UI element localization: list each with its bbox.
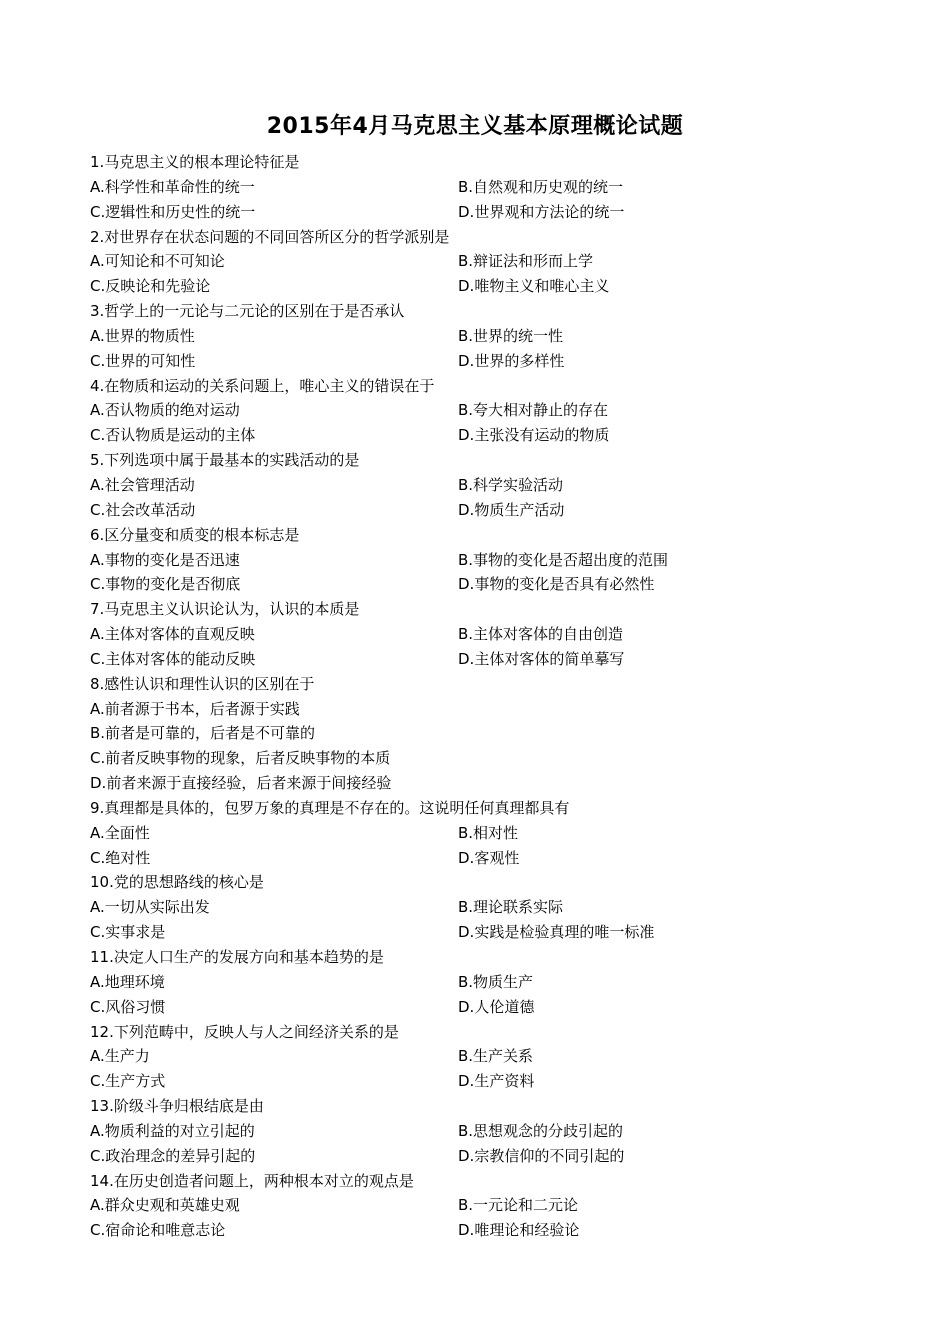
option-c: C.事物的变化是否彻底 [90, 575, 241, 594]
question-8 [90, 672, 890, 796]
question-3 [90, 299, 890, 374]
option-row [90, 200, 890, 225]
option-b: B.生产关系 [458, 1047, 534, 1066]
option-c: C.否认物质是运动的主体 [90, 426, 256, 445]
question-stem: 6.区分量变和质变的根本标志是 [90, 525, 300, 544]
question-stem: 4.在物质和运动的关系问题上，唯心主义的错误在于 [90, 376, 435, 395]
option-row [90, 1218, 890, 1243]
question-12 [90, 1020, 890, 1095]
option-b: B.主体对客体的自由创造 [458, 625, 624, 644]
option-b: B.物质生产 [458, 972, 534, 991]
option-b: B.自然观和历史观的统一 [458, 177, 624, 196]
option-c: C.逻辑性和历史性的统一 [90, 202, 256, 221]
option-a: A.可知论和不可知论 [90, 252, 225, 271]
question-stem: 7.马克思主义认识论认为，认识的本质是 [90, 600, 360, 619]
question-5 [90, 448, 890, 523]
option-a: A.主体对客体的直观反映 [90, 625, 255, 644]
option-row [90, 249, 890, 274]
option-d: D.宗教信仰的不同引起的 [458, 1146, 625, 1165]
option-row [90, 970, 890, 995]
option-a: A.全面性 [90, 823, 150, 842]
question-stem: 14.在历史创造者问题上，两种根本对立的观点是 [90, 1171, 414, 1190]
option-row [90, 175, 890, 200]
question-stem: 9.真理都是具体的，包罗万象的真理是不存在的。这说明任何真理都具有 [90, 798, 570, 817]
option-row [90, 647, 890, 672]
question-6 [90, 523, 890, 598]
option-row [90, 498, 890, 523]
option-a: A.科学性和革命性的统一 [90, 177, 255, 196]
option-a: A.一切从实际出发 [90, 898, 210, 917]
option-row [90, 349, 890, 374]
option-c: C.生产方式 [90, 1072, 166, 1091]
option-row [90, 1144, 890, 1169]
option-row [90, 1193, 890, 1218]
option-row [90, 473, 890, 498]
question-13 [90, 1094, 890, 1169]
option-a: A.否认物质的绝对运动 [90, 401, 240, 420]
option-c: C.前者反映事物的现象，后者反映事物的本质 [90, 749, 391, 768]
question-stem: 13.阶级斗争归根结底是由 [90, 1097, 264, 1116]
option-a: A.群众史观和英雄史观 [90, 1196, 240, 1215]
option-b: B.世界的统一性 [458, 326, 564, 345]
option-c: C.宿命论和唯意志论 [90, 1221, 226, 1240]
question-1 [90, 150, 890, 225]
question-4 [90, 374, 890, 449]
option-row [90, 1069, 890, 1094]
option-row [90, 1044, 890, 1069]
option-row [90, 920, 890, 945]
option-row [90, 548, 890, 573]
option-c: C.风俗习惯 [90, 997, 166, 1016]
option-c: C.社会改革活动 [90, 500, 196, 519]
option-c: C.实事求是 [90, 923, 166, 942]
option-b: B.科学实验活动 [458, 475, 564, 494]
option-d: D.事物的变化是否具有必然性 [458, 575, 655, 594]
option-a: A.世界的物质性 [90, 326, 195, 345]
option-row [90, 572, 890, 597]
option-d: D.实践是检验真理的唯一标准 [458, 923, 655, 942]
question-2 [90, 225, 890, 300]
option-b: B.思想观念的分歧引起的 [458, 1121, 624, 1140]
option-d: D.唯物主义和唯心主义 [458, 277, 610, 296]
option-b: B.辩证法和形而上学 [458, 252, 594, 271]
option-d: D.唯理论和经验论 [458, 1221, 580, 1240]
question-stem: 11.决定人口生产的发展方向和基本趋势的是 [90, 948, 384, 966]
option-b: B.夸大相对静止的存在 [458, 401, 609, 420]
option-row [90, 995, 890, 1020]
page-title: 2015年4月马克思主义基本原理概论试题 [266, 114, 684, 139]
option-c: C.绝对性 [90, 848, 151, 867]
option-a: A.前者源于书本，后者源于实践 [90, 699, 300, 718]
question-9 [90, 796, 890, 871]
option-row [90, 821, 890, 846]
option-row [90, 398, 890, 423]
option-d: D.物质生产活动 [458, 500, 565, 519]
option-a: A.生产力 [90, 1047, 150, 1066]
option-c: C.世界的可知性 [90, 351, 196, 370]
option-row [90, 274, 890, 299]
option-c: C.反映论和先验论 [90, 277, 211, 296]
option-row [90, 324, 890, 349]
question-stem: 8.感性认识和理性认识的区别在于 [90, 674, 315, 693]
question-list [90, 150, 890, 1243]
option-b: B.事物的变化是否超出度的范围 [458, 550, 669, 569]
question-stem: 3.哲学上的一元论与二元论的区别在于是否承认 [90, 302, 405, 321]
question-10 [90, 870, 890, 945]
option-d: D.生产资料 [458, 1072, 535, 1091]
question-stem: 1.马克思主义的根本理论特征是 [90, 153, 300, 171]
option-a: A.物质利益的对立引起的 [90, 1121, 255, 1140]
question-stem: 2.对世界存在状态问题的不同回答所区分的哲学派别是 [90, 227, 450, 246]
option-c: C.政治理念的差异引起的 [90, 1146, 256, 1165]
option-d: D.世界观和方法论的统一 [458, 202, 625, 221]
option-d: D.主体对客体的简单摹写 [458, 649, 625, 668]
option-row [90, 622, 890, 647]
option-b: B.一元论和二元论 [458, 1196, 579, 1215]
option-d: D.人伦道德 [458, 997, 535, 1016]
option-d: D.前者来源于直接经验，后者来源于间接经验 [90, 774, 392, 793]
option-d: D.客观性 [458, 848, 520, 867]
question-14 [90, 1169, 890, 1244]
option-row [90, 846, 890, 871]
option-b: B.理论联系实际 [458, 898, 564, 917]
option-b: B.相对性 [458, 823, 519, 842]
option-row [90, 895, 890, 920]
option-c: C.主体对客体的能动反映 [90, 649, 256, 668]
question-stem: 5.下列选项中属于最基本的实践活动的是 [90, 451, 360, 470]
option-a: A.事物的变化是否迅速 [90, 550, 240, 569]
option-a: A.社会管理活动 [90, 475, 195, 494]
option-row [90, 423, 890, 448]
question-11 [90, 945, 890, 1020]
question-stem: 10.党的思想路线的核心是 [90, 873, 264, 892]
question-stem: 12.下列范畴中，反映人与人之间经济关系的是 [90, 1022, 399, 1041]
option-d: D.主张没有运动的物质 [458, 426, 610, 445]
option-d: D.世界的多样性 [458, 351, 565, 370]
option-row [90, 1119, 890, 1144]
option-a: A.地理环境 [90, 972, 165, 991]
question-7 [90, 597, 890, 672]
option-b: B.前者是可靠的，后者是不可靠的 [90, 724, 316, 743]
